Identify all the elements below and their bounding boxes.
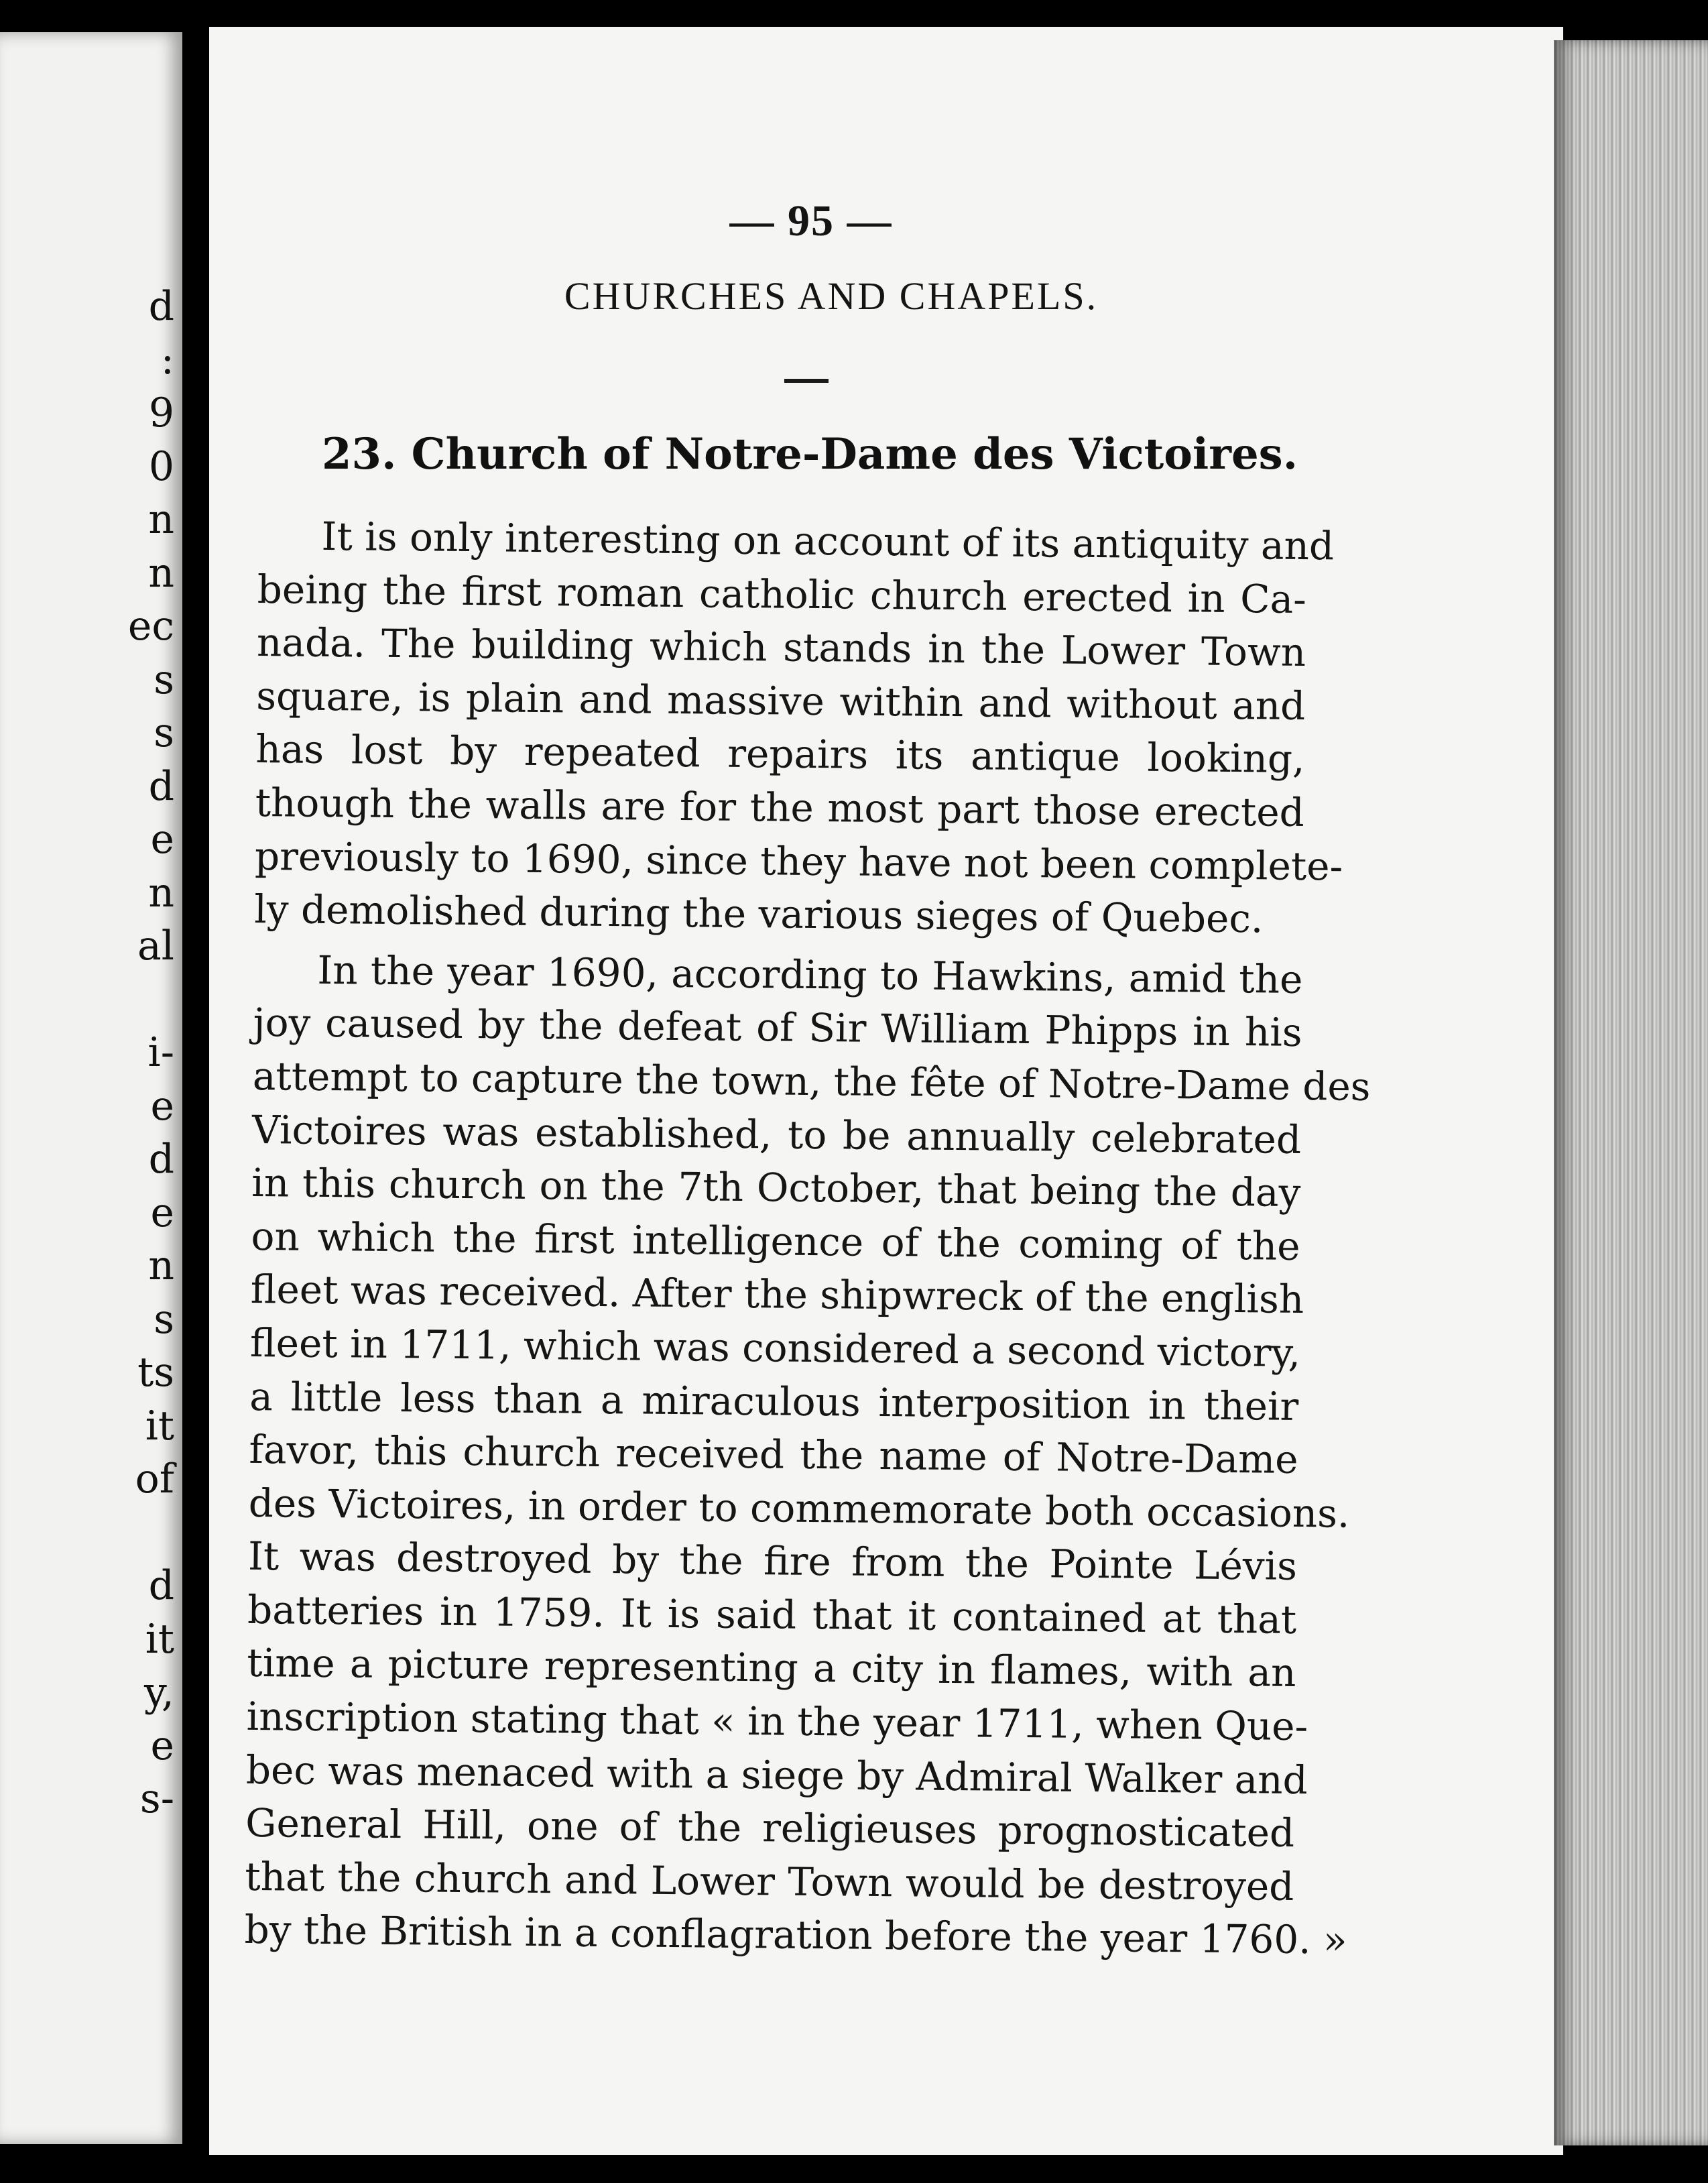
text-line: attempt to capture the town, the fête of Notre-Dame des xyxy=(252,1053,1371,1110)
margin-fragment: e xyxy=(150,816,174,863)
text-line: inscription stating that « in the year 1711, when Que- xyxy=(246,1693,1308,1750)
previous-page-fragment xyxy=(0,32,182,2144)
book-gutter xyxy=(182,0,209,2183)
margin-fragment: al xyxy=(137,923,174,969)
margin-fragment: ts xyxy=(137,1349,174,1396)
text-line: favor, this church received the name of Notre-Dame xyxy=(249,1427,1298,1483)
margin-fragment: : xyxy=(160,336,174,384)
text-line: a little less than a miraculous interposition in their xyxy=(249,1373,1299,1429)
text-line: General Hill, one of the religieuses prognosticated xyxy=(245,1800,1295,1856)
margin-fragment: s xyxy=(154,656,174,703)
margin-fragment xyxy=(121,1507,174,1560)
margin-fragment: d xyxy=(148,283,174,330)
margin-fragment: n xyxy=(148,496,174,543)
text-line: nada. The building which stands in the Lower Town xyxy=(256,620,1306,676)
margin-fragment: d xyxy=(148,762,174,810)
page-number: — 95 — xyxy=(729,196,893,245)
text-line: square, is plain and massive within and without and xyxy=(256,672,1306,729)
margin-fragment: e xyxy=(150,1189,174,1236)
margin-fragment: e xyxy=(150,1722,174,1769)
text-line: though the walls are for the most part those erected xyxy=(255,779,1305,835)
chapter-heading: 23. Church of Notre-Dame des Victoires. xyxy=(322,429,1298,479)
margin-fragment: n xyxy=(148,869,174,917)
margin-fragment: it xyxy=(145,1615,174,1663)
text-line: In the year 1690, according to Hawkins, amid the xyxy=(317,947,1303,1002)
text-line: has lost by repeated repairs its antique looking, xyxy=(255,726,1305,782)
margin-fragment: of xyxy=(135,1456,174,1502)
text-line: being the first roman catholic church erected in Ca- xyxy=(257,566,1307,622)
text-line: batteries in 1759. It is said that it contained at that xyxy=(247,1586,1297,1643)
margin-fragment: d xyxy=(148,1136,174,1183)
text-line: in this church on the 7th October, that being the day xyxy=(251,1160,1301,1216)
margin-fragment: it xyxy=(145,1402,174,1450)
section-title: CHURCHES AND CHAPELS. xyxy=(564,274,1099,318)
margin-fragment: 0 xyxy=(148,442,174,490)
margin-fragment: i- xyxy=(147,1029,174,1076)
text-line: that the church and Lower Town would be destroyed xyxy=(245,1853,1294,1909)
margin-fragment: y, xyxy=(144,1669,174,1716)
previous-page-line-endings xyxy=(121,280,174,1826)
margin-fragment: n xyxy=(148,1242,174,1289)
margin-fragment: d xyxy=(148,1562,174,1609)
margin-fragment: ec xyxy=(127,603,174,650)
text-line: ly demolished during the various sieges of Quebec. xyxy=(253,886,1264,942)
margin-fragment: e xyxy=(150,1082,174,1130)
margin-fragment: s xyxy=(154,1295,174,1343)
text-line: It was destroyed by the fire from the Pointe Lévis xyxy=(247,1533,1298,1590)
text-line: on which the first intelligence of the coming of the xyxy=(251,1213,1300,1269)
margin-fragment xyxy=(121,973,174,1027)
text-line: by the British in a conflagration before the year 1760. » xyxy=(244,1907,1347,1964)
text-line: bec was menaced with a siege by Admiral Walker and xyxy=(245,1747,1308,1803)
text-line: joy caused by the defeat of Sir William Phipps in his xyxy=(253,1000,1302,1056)
text-line: previously to 1690, since they have not been complete- xyxy=(254,833,1343,890)
margin-fragment: 9 xyxy=(148,390,174,436)
title-rule xyxy=(784,379,829,383)
text-line: It is only interesting on account of its antiquity and xyxy=(321,513,1335,569)
text-line: des Victoires, in order to commemorate both occasions. xyxy=(248,1480,1350,1537)
margin-fragment: s xyxy=(154,709,174,756)
text-line: fleet was received. After the shipwreck of the english xyxy=(250,1266,1304,1323)
margin-fragment: n xyxy=(148,549,174,597)
margin-fragment: s- xyxy=(139,1775,174,1822)
body-text xyxy=(244,510,1371,1967)
text-line: fleet in 1711, which was considered a second victory, xyxy=(249,1319,1301,1376)
text-line: time a picture representing a city in flames, with an xyxy=(247,1640,1296,1696)
page-edges xyxy=(1554,40,1708,2145)
text-line: Victoires was established, to be annually celebrated xyxy=(251,1106,1302,1163)
